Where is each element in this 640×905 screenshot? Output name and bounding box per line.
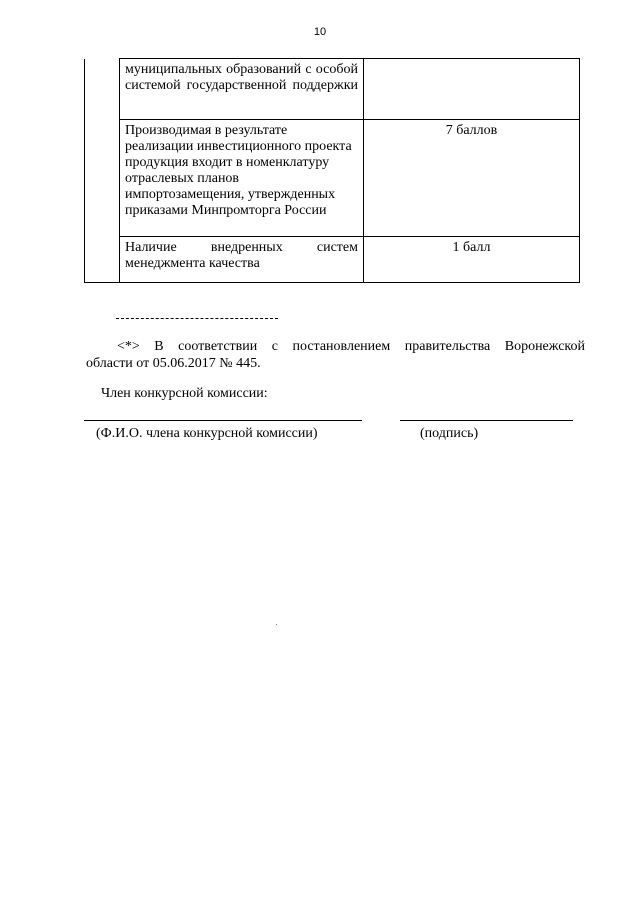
score-cell: [364, 120, 580, 237]
index-cell: [85, 59, 120, 283]
signature-line: [400, 420, 573, 421]
criterion-cell: [120, 120, 364, 237]
score-text: 7 баллов: [445, 123, 498, 138]
score-text: 1 балл: [452, 240, 491, 255]
footnote-line-2: области от 05.06.2017 № 445.: [86, 356, 261, 371]
criterion-text: Производимая в результате реализации инвестиционного проекта продукция входит в номенклатуру отраслевых планов импортозамещения, утвержденных приказами Минпромторга России: [125, 123, 352, 218]
criterion-cell: [120, 237, 364, 283]
criterion-text: муниципальных образований с особой системой государственной поддержки: [125, 62, 358, 93]
name-caption: (Ф.И.О. члена конкурсной комиссии): [96, 426, 318, 441]
footnote-line-1: <*> В соответствии с постановлением правительства Воронежской: [117, 339, 585, 354]
criteria-table: [84, 58, 580, 283]
criterion-text: Наличие внедренных систем менеджмента качества: [125, 240, 358, 271]
criterion-cell: [120, 59, 364, 120]
footnote: [86, 338, 585, 372]
score-cell: [364, 237, 580, 283]
table-row: [85, 120, 580, 237]
signature-caption: (подпись): [420, 426, 479, 441]
footnote-separator: [116, 318, 278, 319]
table-row: [85, 59, 580, 120]
page-number: 10: [313, 26, 327, 38]
member-label: Член конкурсной комиссии:: [101, 386, 268, 401]
score-cell: [364, 59, 580, 120]
name-signature-line: [84, 420, 362, 421]
scan-speck: [276, 624, 277, 625]
table-row: [85, 237, 580, 283]
